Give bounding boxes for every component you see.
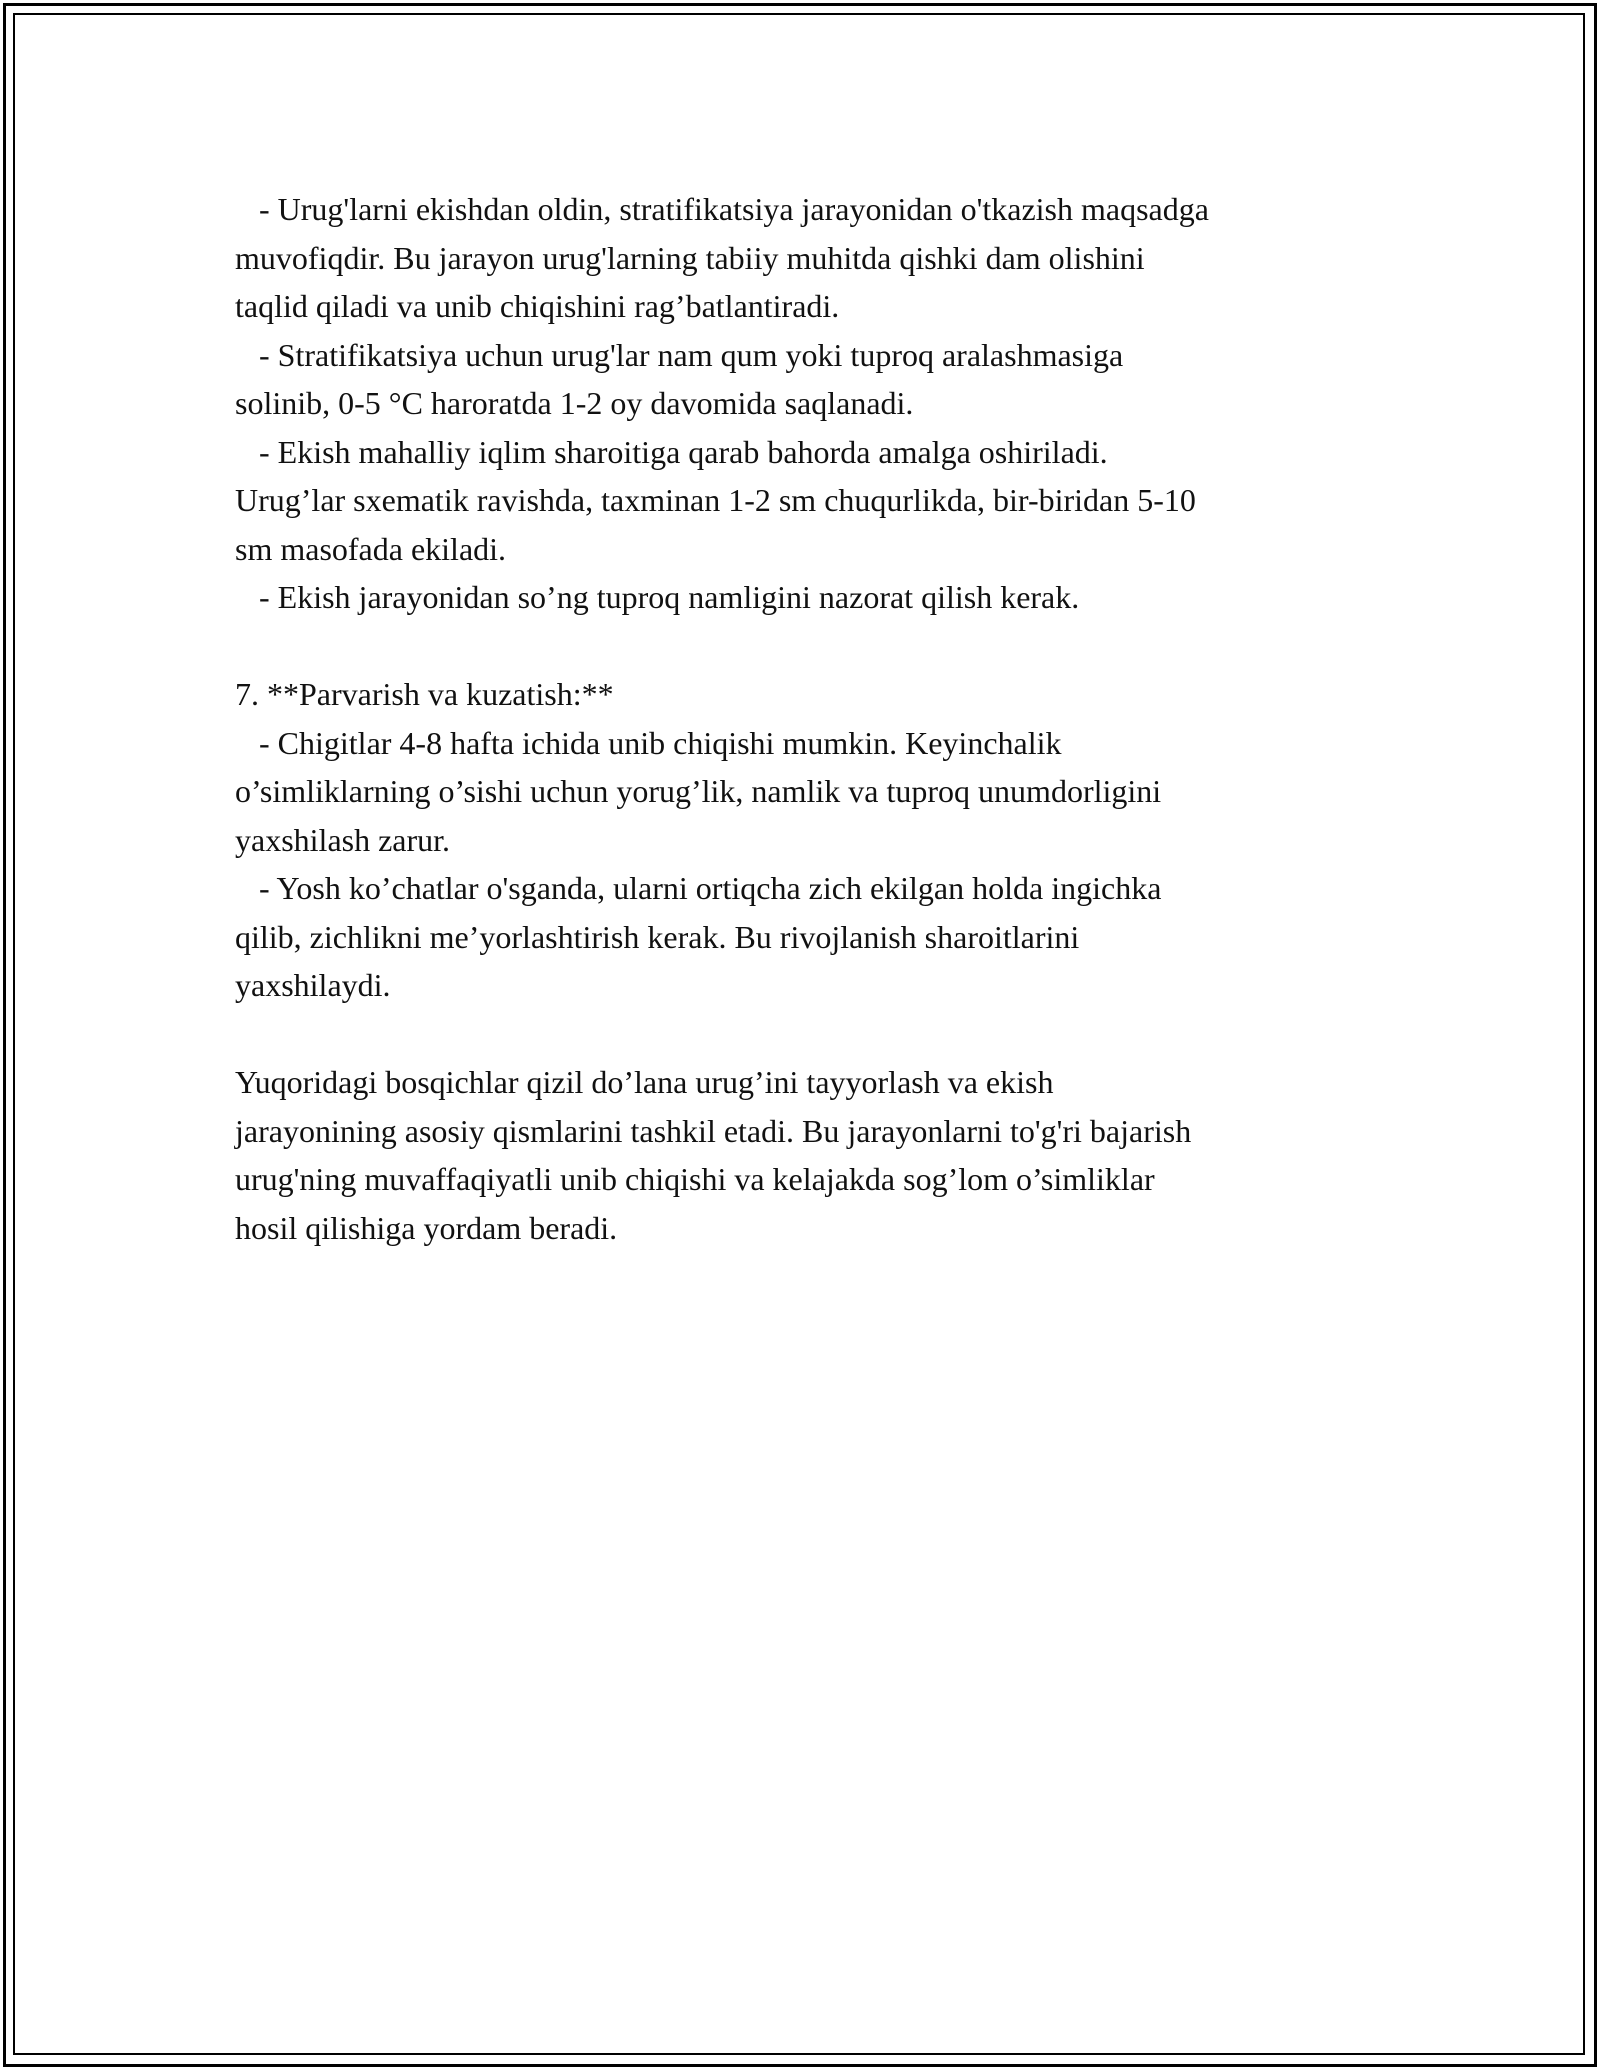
section-heading: 7. **Parvarish va kuzatish:**	[235, 676, 614, 712]
text-line: o’simliklarning o’sishi uchun yorug’lik, namlik va tuproq unumdorligini	[235, 773, 1162, 809]
text-line: taqlid qiladi va unib chiqishini rag’batlantiradi.	[235, 288, 840, 324]
text-line: Urug’lar sxematik ravishda, taxminan 1-2 sm chuqurlikda, bir-biridan 5-10	[235, 482, 1196, 518]
blank-line	[235, 622, 1365, 671]
text-line: solinib, 0-5 °C haroratda 1-2 oy davomida saqlanadi.	[235, 385, 914, 421]
conclusion-line: jarayonining asosiy qismlarini tashkil etadi. Bu jarayonlarni to'g'ri bajarish	[235, 1112, 1192, 1149]
text-line: - Stratifikatsiya uchun urug'lar nam qum yoki tuproq aralashmasiga	[235, 336, 1124, 373]
text-line: - Urug'larni ekishdan oldin, stratifikatsiya jarayonidan o'tkazish maqsadga	[235, 191, 1209, 227]
document-body	[235, 185, 1365, 1252]
conclusion-line: Yuqoridagi bosqichlar qizil do’lana urug’ini tayyorlash va ekish	[235, 1064, 1054, 1100]
conclusion-line: urug'ning muvaffaqiyatli unib chiqishi va kelajakda sog’lom o’simliklar	[235, 1161, 1155, 1197]
text-line: muvofiqdir. Bu jarayon urug'larning tabiiy muhitda qishki dam olishini	[235, 239, 1145, 276]
text-line: yaxshilaydi.	[235, 967, 391, 1003]
blank-line	[235, 1010, 1365, 1059]
conclusion-line: hosil qilishiga yordam beradi.	[235, 1209, 618, 1246]
text-line: - Ekish jarayonidan so’ng tuproq namligini nazorat qilish kerak.	[235, 579, 1080, 615]
text-line: sm masofada ekiladi.	[235, 530, 507, 567]
text-line: - Chigitlar 4-8 hafta ichida unib chiqishi mumkin. Keyinchalik	[235, 724, 1062, 761]
text-line: - Ekish mahalliy iqlim sharoitiga qarab bahorda amalga oshiriladi.	[235, 433, 1108, 470]
text-line: yaxshilash zarur.	[235, 821, 451, 858]
text-line: qilib, zichlikni me’yorlashtirish kerak. Bu rivojlanish sharoitlarini	[235, 918, 1080, 955]
text-line: - Yosh ko’chatlar o'sganda, ularni ortiqcha zich ekilgan holda ingichka	[235, 870, 1162, 906]
